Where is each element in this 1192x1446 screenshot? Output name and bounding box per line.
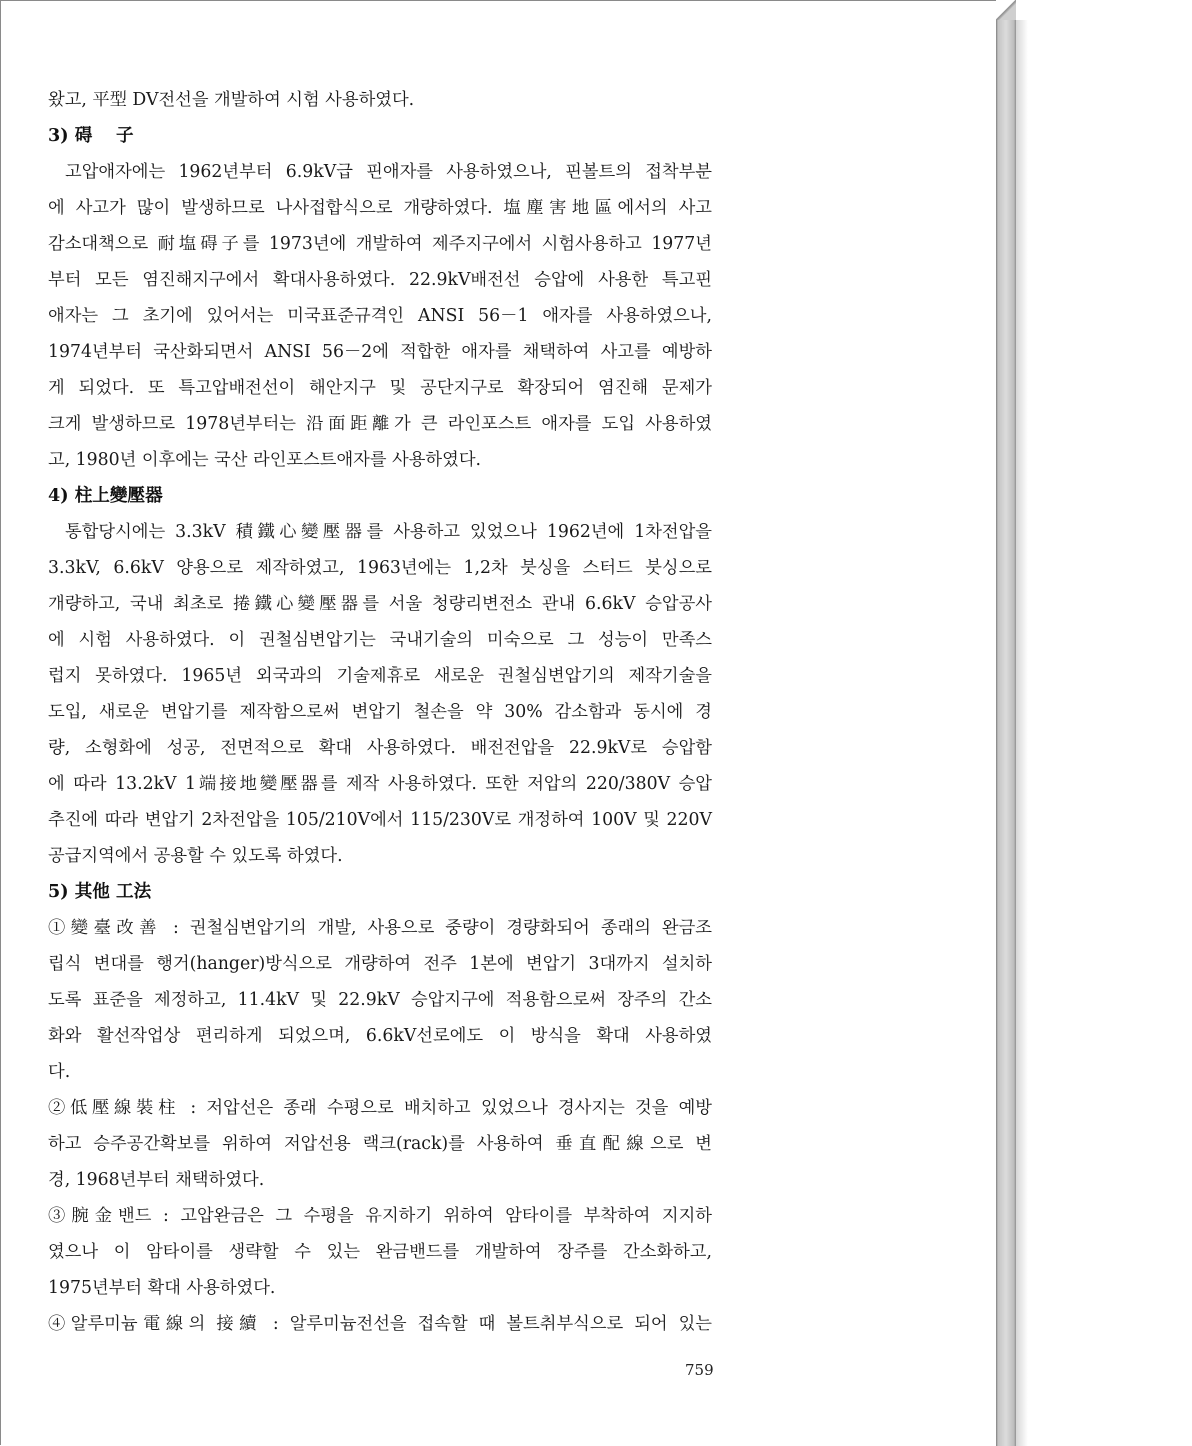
text-line: 감소대책으로 耐塩碍子를 1973년에 개발하여 제주지구에서 시험사용하고 1977년 — [48, 234, 712, 254]
text-line: 럽지 못하였다. 1965년 외국과의 기술제휴로 새로운 권철심변압기의 제작기술을 — [48, 666, 712, 686]
text-line: 개량하고, 국내 최초로 捲鐵心變壓器를 서울 청량리변전소 관내 6.6kV 승압공사 — [48, 594, 712, 614]
list-item-line: 하고 승주공간확보를 위하여 저압선용 랙크(rack)를 사용하여 垂直配線으로 변 — [48, 1134, 712, 1154]
text-line: 통합당시에는 3.3kV 積鐵心變壓器를 사용하고 있었으나 1962년에 1차전압을 — [65, 522, 712, 542]
list-item-line: ②低壓線裝柱 : 저압선은 종래 수평으로 배치하고 있었으나 경사지는 것을 예방 — [48, 1098, 712, 1118]
text-line: 고, 1980년 이후에는 국산 라인포스트애자를 사용하였다. — [48, 450, 482, 470]
list-item-line: 1975년부터 확대 사용하였다. — [48, 1278, 276, 1298]
list-item-line: 도록 표준을 제정하고, 11.4kV 및 22.9kV 승압지구에 적용함으로써 장주의 간소 — [48, 990, 712, 1010]
list-item-line: 립식 변대를 행거(hanger)방식으로 개량하여 전주 1본에 변압기 3대까지 설치하 — [48, 954, 712, 974]
text-line: 게 되었다. 또 특고압배전선이 해안지구 및 공단지구로 확장되어 염진해 문제가 — [48, 378, 712, 398]
section-heading-insulator: 3) 碍 子 — [48, 125, 134, 146]
list-item-line: 화와 활선작업상 편리하게 되었으며, 6.6kV선로에도 이 방식을 확대 사용하였 — [48, 1026, 712, 1046]
text-line: 량, 소형화에 성공, 전면적으로 확대 사용하였다. 배전전압을 22.9kV로 승압함 — [48, 738, 712, 758]
list-item-line: ①變臺改善 : 권철심변압기의 개발, 사용으로 중량이 경량화되어 종래의 완금조 — [48, 918, 712, 938]
page-corner-fold — [996, 0, 1016, 20]
list-item-line: 였으나 이 암타이를 생략할 수 있는 완금밴드를 개발하여 장주를 간소화하고, — [48, 1242, 712, 1262]
text-line: 부터 모든 염진해지구에서 확대사용하였다. 22.9kV배전선 승압에 사용한 특고핀 — [48, 270, 712, 290]
list-item-line: 경, 1968년부터 채택하였다. — [48, 1170, 265, 1190]
text-line: 에 따라 13.2kV 1端接地變壓器를 제작 사용하였다. 또한 저압의 220/380V 승압 — [48, 774, 712, 794]
text-line: 에 사고가 많이 발생하므로 나사접합식으로 개량하였다. 塩塵害地區에서의 사고 — [48, 198, 712, 218]
text-line: 고압애자에는 1962년부터 6.9kV급 핀애자를 사용하였으나, 핀볼트의 접착부분 — [65, 162, 712, 182]
text-line: 도입, 새로운 변압기를 제작함으로써 변압기 철손을 약 30% 감소함과 동시에 경 — [48, 702, 712, 722]
list-item-line: 다. — [48, 1062, 71, 1082]
text-line: 에 시험 사용하였다. 이 권철심변압기는 국내기술의 미숙으로 그 성능이 만족스 — [48, 630, 712, 650]
section-heading-other-methods: 5) 其他 工法 — [48, 881, 152, 902]
text-line: 1974년부터 국산화되면서 ANSI 56－2에 적합한 애자를 채택하여 사고를 예방하 — [48, 342, 712, 362]
text-line: 크게 발생하므로 1978년부터는 沿面距離가 큰 라인포스트 애자를 도입 사용하였 — [48, 414, 712, 434]
text-line: 추진에 따라 변압기 2차전압을 105/210V에서 115/230V로 개정하여 100V 및 220V — [48, 810, 712, 830]
text-line: 3.3kV, 6.6kV 양용으로 제작하였고, 1963년에는 1,2차 붓싱을 스터드 붓싱으로 — [48, 558, 712, 578]
page-shadow — [1016, 20, 1028, 1446]
section-heading-pole-transformer: 4) 柱上變壓器 — [48, 485, 163, 506]
text-line: 애자는 그 초기에 있어서는 미국표준규격인 ANSI 56－1 애자를 사용하였으나, — [48, 306, 712, 326]
list-item-line: ④알루미늄電線의 接續 : 알루미늄전선을 접속할 때 볼트취부식으로 되어 있는 — [48, 1314, 712, 1334]
page-stack-edge — [996, 0, 1016, 1446]
page-number: 759 — [685, 1361, 714, 1379]
list-item-line: ③腕金밴드 : 고압완금은 그 수평을 유지하기 위하여 암타이를 부착하여 지지하 — [48, 1206, 712, 1226]
text-line: 공급지역에서 공용할 수 있도록 하였다. — [48, 846, 343, 866]
text-line: 왔고, 平型 DV전선을 개발하여 시험 사용하였다. — [48, 90, 415, 110]
